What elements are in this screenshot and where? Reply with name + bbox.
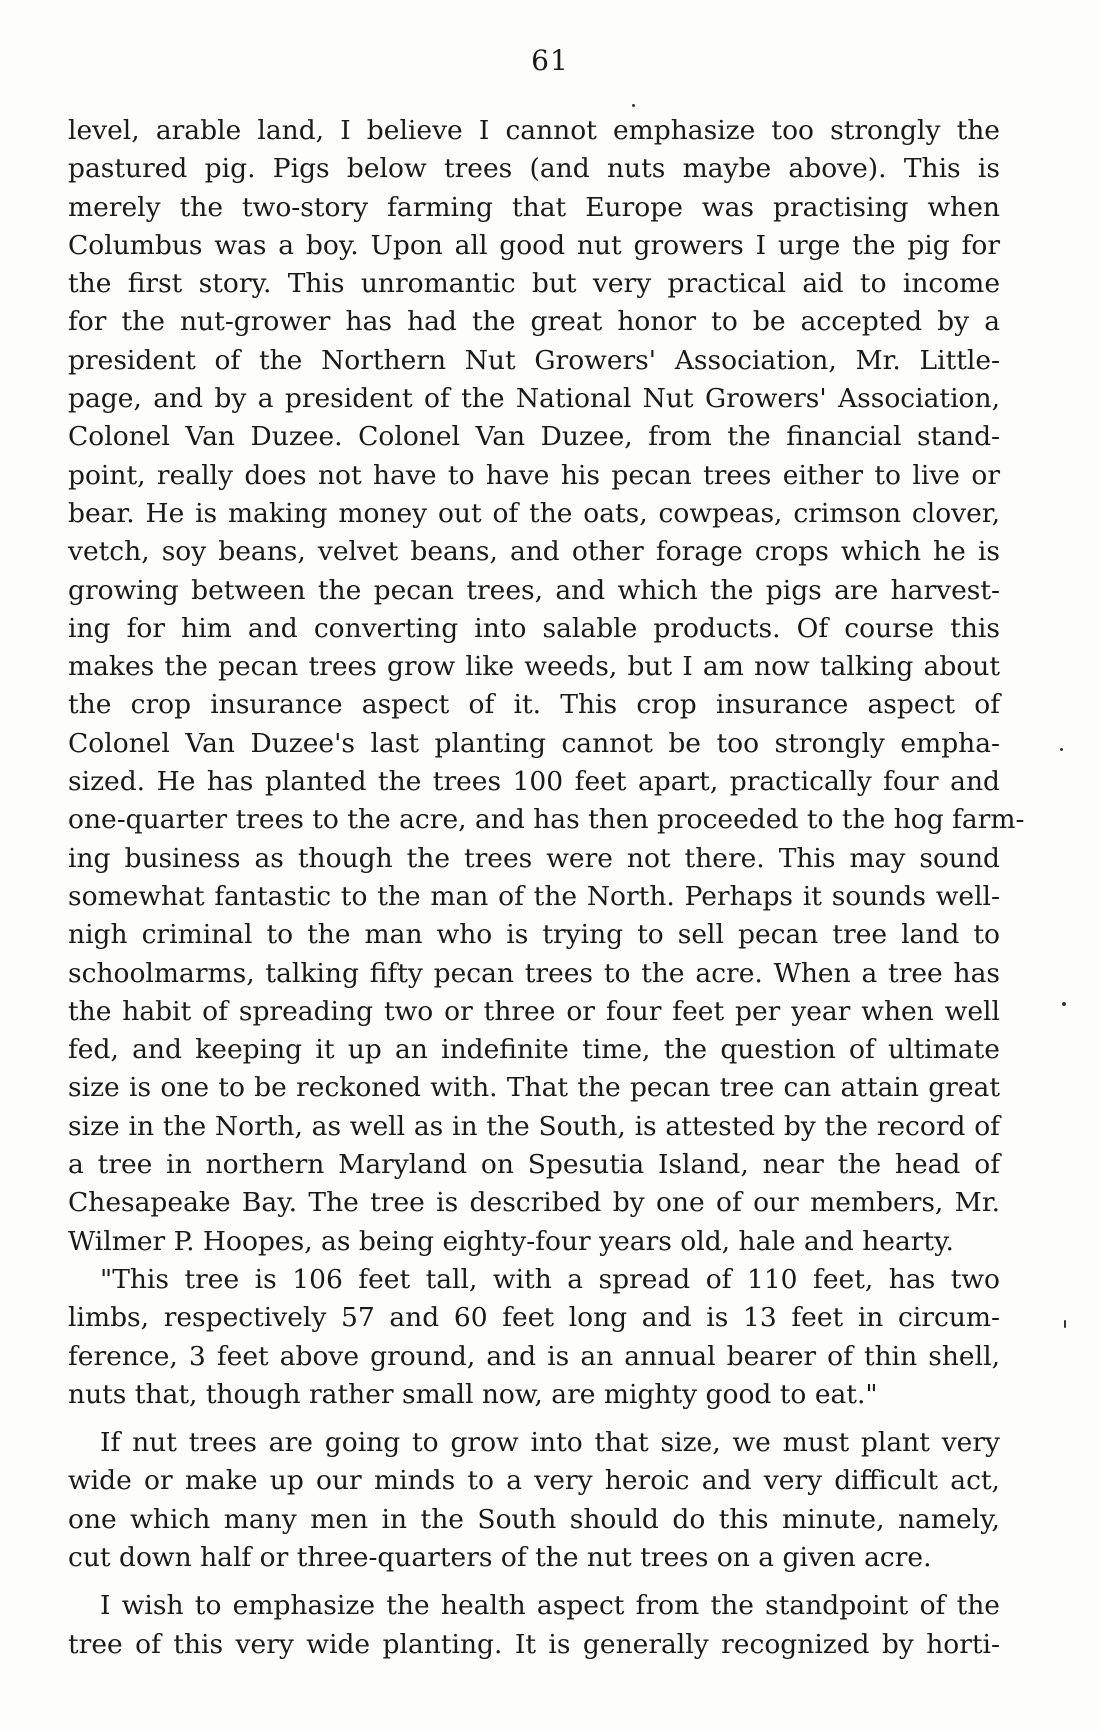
text-line: size in the North, as well as in the South, is attested by the record of [68,1110,1000,1142]
text-line: size is one to be reckoned with. That the pecan tree can attain great [68,1072,1000,1104]
text-line: one which many men in the South should do this minute, namely, [68,1503,1000,1535]
text-line: page, and by a president of the National Nut Growers' Association, [68,383,1000,415]
text-line: tree of this very wide planting. It is generally recognized by horti- [68,1628,1000,1660]
text-line: fed, and keeping it up an indefinite time, the question of ultimate [68,1034,1000,1066]
quote-line: ference, 3 feet above ground, and is an annual bearer of thin shell, [68,1340,1000,1372]
text-line: the first story. This unromantic but very practical aid to income [68,268,1000,300]
text-line: I wish to emphasize the health aspect from the standpoint of the [100,1590,1000,1622]
text-line: Columbus was a boy. Upon all good nut growers I urge the pig for [68,229,1000,261]
text-line: one-quarter trees to the acre, and has then proceeded to the hog farm- [68,804,1025,836]
text-line: growing between the pecan trees, and which the pigs are harvest- [68,574,1000,606]
text-line: the habit of spreading two or three or four feet per year when well [68,995,1000,1027]
text-line: bear. He is making money out of the oats, cowpeas, crimson clover, [68,497,1000,529]
text-line: vetch, soy beans, velvet beans, and other forage crops which he is [68,536,1000,568]
scan-speck [1062,1002,1066,1006]
text-line: a tree in northern Maryland on Spesutia Island, near the head of [68,1149,1000,1181]
scan-speck [632,104,635,107]
text-line: nigh criminal to the man who is trying to sell pecan tree land to [68,919,1000,951]
quote-line: "This tree is 106 feet tall, with a spread of 110 feet, has two [100,1263,1000,1295]
scan-speck [1064,1320,1066,1328]
text-line: level, arable land, I believe I cannot emphasize too strongly the [68,115,1000,146]
page-number: 61 [531,44,569,77]
text-line: makes the pecan trees grow like weeds, but I am now talking about [68,651,1000,683]
text-line: Colonel Van Duzee. Colonel Van Duzee, from the financial stand- [68,421,1000,453]
scan-speck [1060,748,1063,751]
quote-line: limbs, respectively 57 and 60 feet long and is 13 feet in circum- [68,1302,1000,1334]
text-line: Chesapeake Bay. The tree is described by one of our members, Mr. [68,1187,1000,1219]
text-line: ing for him and converting into salable products. Of course this [68,612,1000,644]
text-line: somewhat fantastic to the man of the North. Perhaps it sounds well- [68,880,1000,912]
text-line: wide or make up our minds to a very heroic and very difficult act, [68,1465,1000,1497]
text-line: If nut trees are going to grow into that size, we must plant very [100,1427,1000,1459]
text-line: ing business as though the trees were not there. This may sound [68,842,1000,874]
text-line: cut down half or three-quarters of the nut trees on a given acre. [68,1541,932,1573]
text-line: schoolmarms, talking fifty pecan trees to the acre. When a tree has [68,957,1000,989]
text-line: point, really does not have to have his pecan trees either to live or [68,459,1000,491]
text-line: for the nut-grower has had the great honor to be accepted by a [68,306,1000,338]
text-line: president of the Northern Nut Growers' Association, Mr. Little- [68,344,1000,376]
text-line: pastured pig. Pigs below trees (and nuts maybe above). This is [68,153,1000,185]
body-text [68,112,1025,1664]
text-line: merely the two-story farming that Europe was practising when [68,191,1000,223]
quote-line: nuts that, though rather small now, are mighty good to eat." [68,1378,878,1410]
text-line: the crop insurance aspect of it. This crop insurance aspect of [68,689,1000,721]
text-line: sized. He has planted the trees 100 feet apart, practically four and [68,766,1000,798]
text-line: Wilmer P. Hoopes, as being eighty-four years old, hale and hearty. [68,1225,954,1257]
text-line: Colonel Van Duzee's last planting cannot be too strongly empha- [68,727,1000,759]
